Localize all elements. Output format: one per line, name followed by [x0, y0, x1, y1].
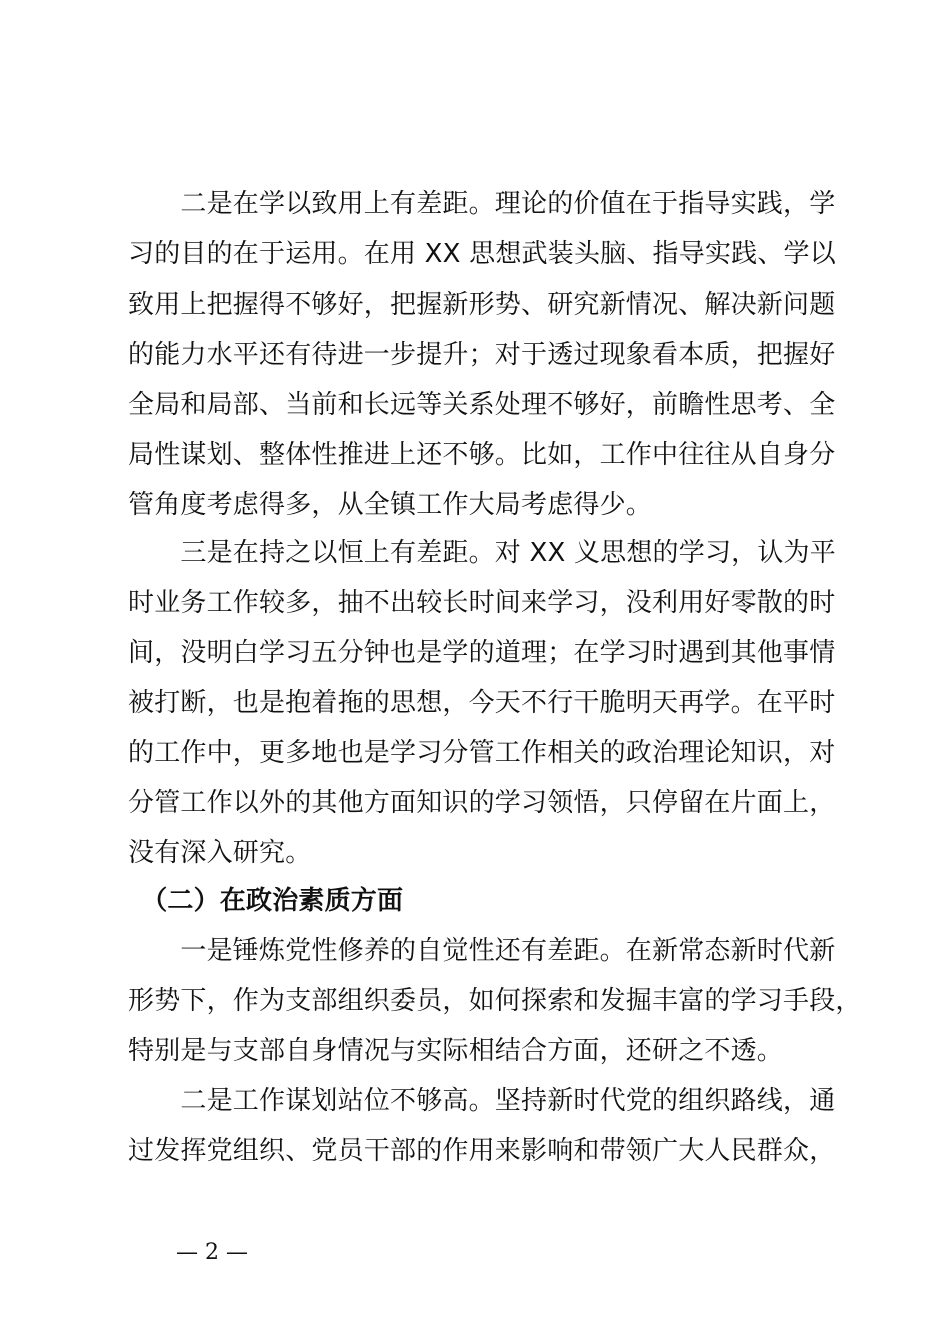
- text-line: 致用上把握得不够好，把握新形势、研究新情况、解决新问题: [128, 290, 836, 320]
- text-line: 全局和局部、当前和长远等关系处理不够好，前瞻性思考、全: [128, 390, 836, 420]
- text-line: 二是工作谋划站位不够高。坚持新时代党的组织路线，通: [128, 1086, 836, 1116]
- text-line: 特别是与支部自身情况与实际相结合方面，还研之不透。: [128, 1036, 784, 1066]
- text-line: 分管工作以外的其他方面知识的学习领悟，只停留在片面上，: [128, 788, 836, 818]
- text-line: 过发挥党组织、党员干部的作用来影响和带领广大人民群众，: [128, 1136, 836, 1166]
- text-line: 间，没明白学习五分钟也是学的道理；在学习时遇到其他事情: [128, 638, 836, 668]
- text-line: 的能力水平还有待进一步提升；对于透过现象看本质，把握好: [128, 340, 836, 370]
- text-line: 习的目的在于运用。在用 XX 思想武装头脑、指导实践、学以: [128, 239, 836, 269]
- text-line: 三是在持之以恒上有差距。对 XX 义思想的学习，认为平: [128, 538, 836, 568]
- text-line: 时业务工作较多，抽不出较长时间来学习，没利用好零散的时: [128, 588, 836, 618]
- section-heading: （二）在政治素质方面: [128, 886, 404, 916]
- text-line: 管角度考虑得多，从全镇工作大局考虑得少。: [128, 490, 653, 520]
- text-line: 二是在学以致用上有差距。理论的价值在于指导实践，学: [128, 189, 836, 219]
- text-line: 形势下，作为支部组织委员，如何探索和发掘丰富的学习手段，: [128, 986, 862, 1016]
- text-line: 局性谋划、整体性推进上还不够。比如，工作中往往从自身分: [128, 440, 836, 470]
- text-line: 没有深入研究。: [128, 838, 312, 868]
- page-number: — 2 —: [176, 1240, 248, 1265]
- text-line: 的工作中，更多地也是学习分管工作相关的政治理论知识，对: [128, 738, 836, 768]
- text-line: 被打断，也是抱着拖的思想，今天不行干脆明天再学。在平时: [128, 688, 836, 718]
- text-line: 一是锤炼党性修养的自觉性还有差距。在新常态新时代新: [128, 936, 836, 966]
